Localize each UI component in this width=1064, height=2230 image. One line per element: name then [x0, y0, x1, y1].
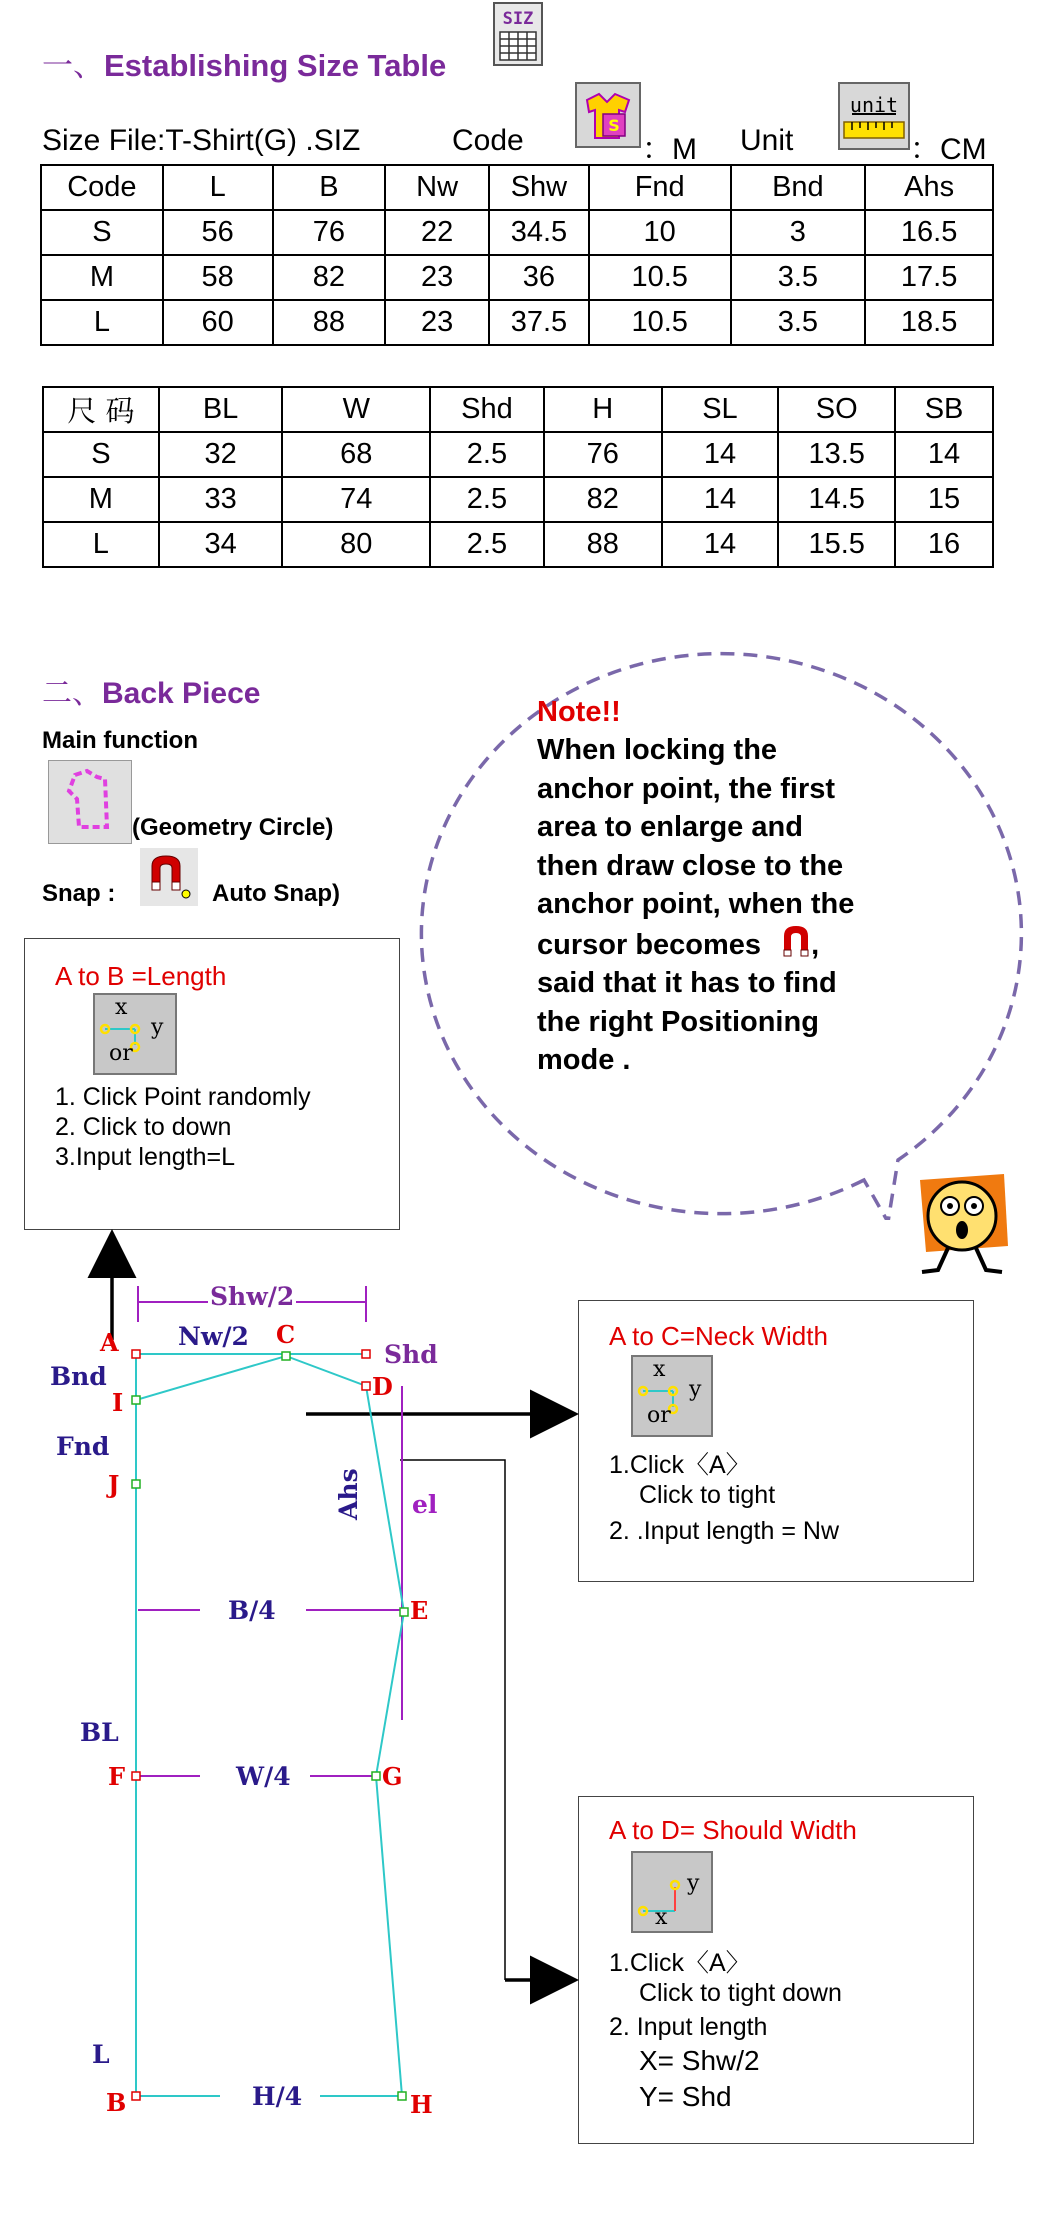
section-1-title-text: Establishing Size Table: [104, 48, 447, 83]
table-cell: 68: [282, 432, 430, 477]
measure-fnd: Fnd: [56, 1432, 110, 1461]
table-header-cell: H: [544, 387, 662, 432]
note-line: anchor point, when the: [537, 888, 855, 920]
measure-l: L: [92, 2040, 110, 2069]
table-cell: 82: [273, 255, 386, 300]
table-cell: 15: [895, 477, 993, 522]
table-cell: 3.5: [731, 255, 866, 300]
table-cell: 88: [273, 300, 386, 345]
section-2-title-text: Back Piece: [102, 677, 261, 710]
table-cell: 76: [273, 210, 386, 255]
table-header-cell: Bnd: [731, 165, 866, 210]
icon-label-or: or: [109, 1041, 133, 1066]
table-cell: 23: [385, 255, 489, 300]
table-cell: 56: [163, 210, 273, 255]
icon-label-y: y: [687, 1871, 700, 1896]
table-header-cell: BL: [159, 387, 283, 432]
measure-h4: H/4: [252, 2082, 303, 2111]
table-cell: 3: [731, 210, 866, 255]
point-label-i: I: [112, 1388, 124, 1417]
table-header-cell: Shw: [489, 165, 589, 210]
table-cell: 16.5: [865, 210, 993, 255]
table-cell: 23: [385, 300, 489, 345]
point-label-h: H: [410, 2090, 433, 2119]
table-cell: 14.5: [778, 477, 895, 522]
table-cell: 37.5: [489, 300, 589, 345]
table-cell: 80: [282, 522, 430, 567]
box-a-to-c-step: 1.Click〈A〉: [609, 1451, 751, 1479]
table-cell: 15.5: [778, 522, 895, 567]
point-label-e: E: [410, 1596, 429, 1625]
code-value: ：M: [642, 133, 697, 166]
box-a-to-d-step: Y= Shd: [639, 2081, 732, 2112]
icon-label-x: x: [653, 1357, 666, 1382]
table-cell: 14: [895, 432, 993, 477]
table-cell: 10.5: [589, 300, 731, 345]
note-line: anchor point, the first: [537, 772, 836, 805]
table-header-cell: 尺 码: [43, 387, 159, 432]
note-line: mode .: [537, 1044, 631, 1076]
table-cell: 32: [159, 432, 283, 477]
main-function-label: Main function: [42, 727, 198, 754]
box-a-to-d-step: X= Shw/2: [639, 2045, 760, 2076]
point-label-f: F: [108, 1762, 126, 1791]
icon-label-y: y: [689, 1377, 702, 1402]
measure-nw2: Nw/2: [178, 1322, 249, 1351]
note-cursor-suffix: ,: [811, 928, 820, 961]
table-header-cell: W: [282, 387, 430, 432]
box-a-to-d-step: Click to tight down: [639, 1979, 842, 2007]
box-a-to-c-step: Click to tight: [639, 1481, 776, 1509]
table-header-cell: Nw: [385, 165, 489, 210]
svg-text:SIZ: SIZ: [502, 9, 534, 29]
note-line: said that it has to find: [537, 967, 837, 999]
unit-label: Unit: [740, 124, 794, 157]
icon-label-x: x: [655, 1905, 668, 1930]
point-label-c: C: [276, 1320, 296, 1349]
measure-b4: B/4: [228, 1596, 276, 1625]
measure-w4: W/4: [236, 1762, 291, 1791]
table-cell: 36: [489, 255, 589, 300]
point-label-a: A: [100, 1328, 119, 1357]
table-cell: 18.5: [865, 300, 993, 345]
size-file-label: Size File:T-Shirt(G) .SIZ: [42, 124, 361, 157]
table-cell: 14: [662, 432, 779, 477]
table-cell: S: [43, 432, 159, 477]
table-cell: 13.5: [778, 432, 895, 477]
table-cell: 2.5: [430, 477, 544, 522]
point-label-j: J: [108, 1470, 120, 1499]
note-title: Note!!: [537, 696, 621, 728]
point-label-d: D: [372, 1372, 393, 1401]
table-cell: 82: [544, 477, 662, 522]
table-header-cell: Code: [41, 165, 163, 210]
box-a-to-d-title: A to D= Should Width: [609, 1815, 857, 1845]
note-line: the right Positioning: [537, 1005, 819, 1038]
table-header-cell: SB: [895, 387, 993, 432]
icon-label-x: x: [115, 995, 128, 1020]
box-a-to-b-step: 2. Click to down: [55, 1113, 232, 1141]
box-a-to-b-step: 3.Input length=L: [55, 1143, 236, 1171]
icon-label-y: y: [151, 1015, 164, 1040]
measure-ahs: Ahs: [334, 1468, 363, 1520]
table-header-cell: SL: [662, 387, 779, 432]
box-a-to-d-step: 1.Click〈A〉: [609, 1949, 751, 1977]
svg-text:S: S: [608, 116, 620, 135]
geometry-circle-caption: (Geometry Circle): [132, 814, 334, 841]
table-header-cell: Fnd: [589, 165, 731, 210]
table-header-cell: B: [273, 165, 386, 210]
table-cell: L: [41, 300, 163, 345]
table-cell: 58: [163, 255, 273, 300]
measure-shw2: Shw/2: [210, 1282, 295, 1311]
table-cell: 2.5: [430, 522, 544, 567]
note-cursor-text: cursor becomes: [537, 928, 762, 961]
table-cell: M: [43, 477, 159, 522]
table-cell: L: [43, 522, 159, 567]
table-cell: S: [41, 210, 163, 255]
svg-text:unit: unit: [849, 93, 899, 117]
box-a-to-c-step: 2. .Input length = Nw: [609, 1517, 840, 1545]
table-header-cell: SO: [778, 387, 895, 432]
table-cell: 74: [282, 477, 430, 522]
table-cell: 10: [589, 210, 731, 255]
table-cell: 16: [895, 522, 993, 567]
table-cell: 2.5: [430, 432, 544, 477]
box-a-to-b-title: A to B =Length: [55, 961, 227, 991]
table-cell: 76: [544, 432, 662, 477]
snap-label: Snap :: [42, 880, 116, 907]
section-2-number: 二、: [42, 676, 102, 711]
measure-shd: Shd: [384, 1340, 438, 1369]
box-a-to-c-title: A to C=Neck Width: [609, 1321, 828, 1351]
table-cell: 34.5: [489, 210, 589, 255]
table-cell: 14: [662, 522, 779, 567]
table-cell: 60: [163, 300, 273, 345]
table-cell: 34: [159, 522, 283, 567]
table-cell: 14: [662, 477, 779, 522]
table-header-cell: L: [163, 165, 273, 210]
table-cell: 3.5: [731, 300, 866, 345]
measure-el: el: [412, 1490, 438, 1519]
note-line: area to enlarge and: [537, 811, 803, 843]
section-1-number: 一、: [42, 48, 104, 84]
table-header-cell: Ahs: [865, 165, 993, 210]
measure-bnd: Bnd: [50, 1362, 107, 1391]
table-header-cell: Shd: [430, 387, 544, 432]
point-label-b: B: [106, 2088, 127, 2117]
table-cell: 10.5: [589, 255, 731, 300]
note-line: When locking the: [537, 734, 778, 766]
table-cell: 17.5: [865, 255, 993, 300]
table-cell: M: [41, 255, 163, 300]
note-line: then draw close to the: [537, 849, 844, 882]
measure-bl: BL: [80, 1718, 119, 1747]
table-cell: 33: [159, 477, 283, 522]
unit-value: ：CM: [910, 133, 987, 166]
auto-snap-caption: Auto Snap): [212, 880, 340, 907]
table-cell: 22: [385, 210, 489, 255]
icon-label-or: or: [647, 1403, 671, 1428]
box-a-to-b-step: 1. Click Point randomly: [55, 1083, 311, 1111]
table-cell: 88: [544, 522, 662, 567]
point-label-g: G: [382, 1762, 403, 1791]
code-label: Code: [452, 124, 524, 157]
box-a-to-d-step: 2. Input length: [609, 2013, 768, 2041]
